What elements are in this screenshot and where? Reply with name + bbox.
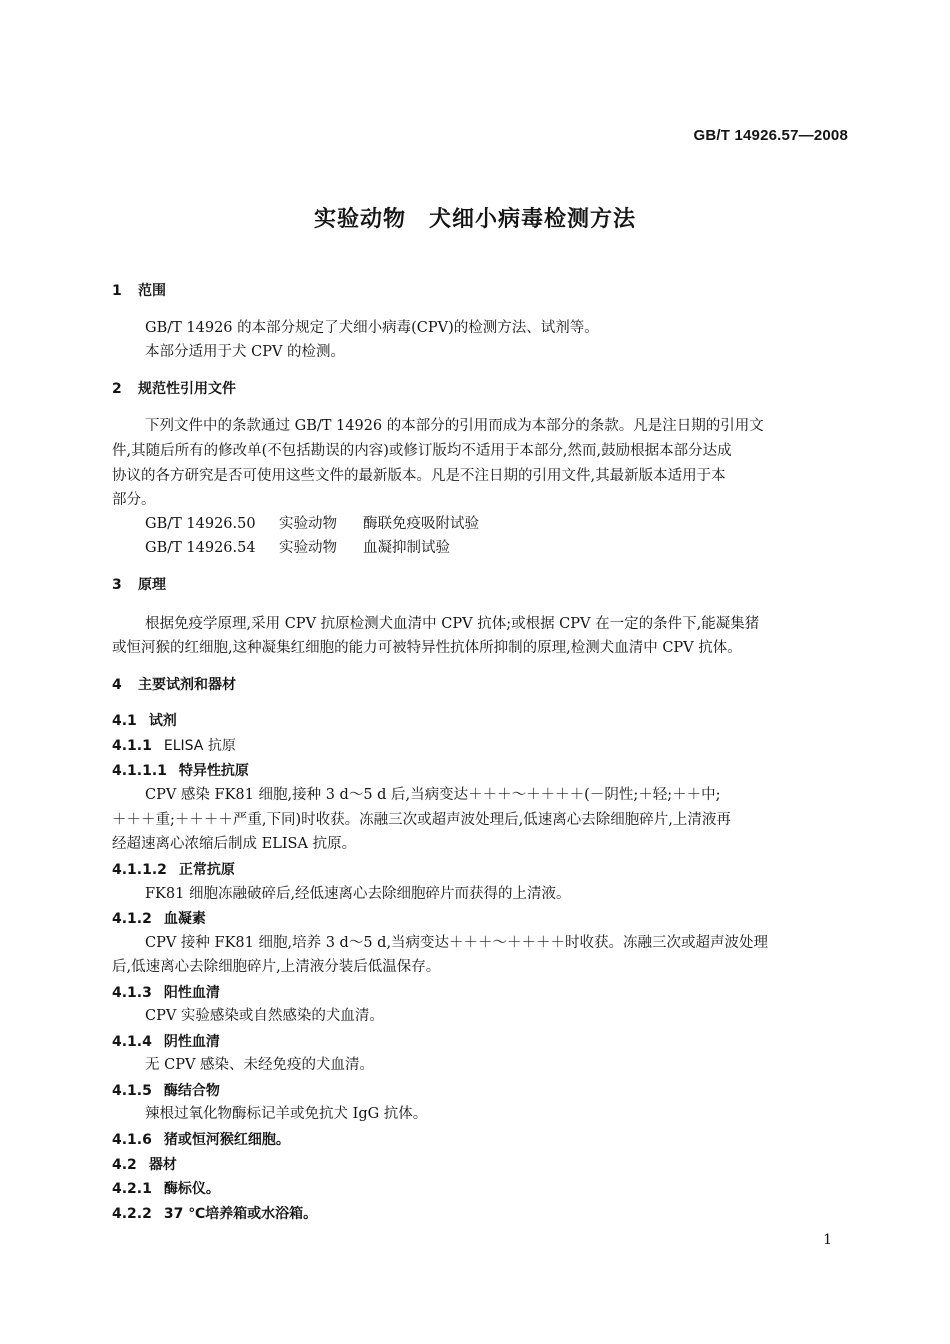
subsection-title: 器材 bbox=[148, 1157, 177, 1173]
section-1-heading bbox=[112, 280, 166, 300]
subsection-4-1-1-heading bbox=[112, 735, 236, 755]
subsection-number: 4.2.2 bbox=[112, 1206, 152, 1222]
section-number: 3 bbox=[112, 577, 122, 593]
standard-code: GB/T 14926.57—2008 bbox=[693, 127, 848, 144]
subsection-title: 阳性血清 bbox=[163, 985, 220, 1001]
subsection-title: 阴性血清 bbox=[163, 1034, 220, 1050]
subsection-4-1-heading bbox=[112, 710, 177, 730]
subsection-title: ELISA 抗原 bbox=[163, 738, 236, 754]
section-number: 2 bbox=[112, 381, 122, 397]
section-4-heading bbox=[112, 674, 236, 694]
subsection-number: 4.1 bbox=[112, 713, 137, 729]
paragraph-line: 经超速离心浓缩后制成 ELISA 抗原。 bbox=[112, 836, 357, 852]
subsection-4-1-5-heading bbox=[112, 1080, 220, 1100]
paragraph-line: ＋＋＋重;＋＋＋＋严重,下同)时收获。冻融三次或超声波处理后,低速离心去除细胞碎片,上清液再 bbox=[112, 812, 731, 828]
paragraph-line: 协议的各方研究是否可使用这些文件的最新版本。凡是不注日期的引用文件,其最新版本适用于本 bbox=[112, 468, 726, 484]
reference-title: 血凝抑制试验 bbox=[363, 540, 450, 556]
paragraph-line: 下列文件中的条款通过 GB/T 14926 的本部分的引用而成为本部分的条款。凡是注日期的引用文 bbox=[145, 418, 764, 434]
subsection-title: 酶结合物 bbox=[163, 1083, 220, 1099]
subsection-title: 37 ℃培养箱或水浴箱。 bbox=[163, 1206, 318, 1222]
subsection-4-1-6-heading bbox=[112, 1129, 290, 1149]
document-title: 实验动物 犬细小病毒检测方法 bbox=[313, 207, 636, 232]
reference-title: 酶联免疫吸附试验 bbox=[363, 516, 479, 532]
section-number: 1 bbox=[112, 283, 122, 299]
paragraph-line: 辣根过氧化物酶标记羊或免抗犬 IgG 抗体。 bbox=[145, 1106, 428, 1122]
paragraph-line: 本部分适用于犬 CPV 的检测。 bbox=[145, 344, 346, 360]
paragraph-line: GB/T 14926 的本部分规定了犬细小病毒(CPV)的检测方法、试剂等。 bbox=[145, 320, 599, 336]
subsection-title: 血凝素 bbox=[163, 911, 206, 927]
section-title: 规范性引用文件 bbox=[138, 381, 236, 397]
subsection-title: 特异性抗原 bbox=[178, 763, 249, 779]
subsection-4-1-3-heading bbox=[112, 982, 220, 1002]
subsection-number: 4.1.3 bbox=[112, 985, 152, 1001]
reference-item bbox=[145, 514, 479, 534]
subsection-title: 猪或恒河猴红细胞。 bbox=[163, 1132, 290, 1148]
section-number: 4 bbox=[112, 677, 122, 693]
section-2-heading bbox=[112, 378, 236, 398]
subsection-number: 4.1.1 bbox=[112, 738, 152, 754]
subsection-number: 4.1.5 bbox=[112, 1083, 152, 1099]
reference-series: 实验动物 bbox=[279, 516, 337, 532]
subsection-4-2-heading bbox=[112, 1154, 177, 1174]
paragraph-line: 部分。 bbox=[112, 492, 156, 508]
paragraph-line: FK81 细胞冻融破碎后,经低速离心去除细胞碎片而获得的上清液。 bbox=[145, 886, 571, 902]
paragraph-line: 无 CPV 感染、未经免疫的犬血清。 bbox=[145, 1057, 375, 1073]
page-number: 1 bbox=[823, 1232, 832, 1248]
subsection-title: 正常抗原 bbox=[178, 862, 235, 878]
subsection-number: 4.1.1.2 bbox=[112, 862, 167, 878]
paragraph-line: CPV 接种 FK81 细胞,培养 3 d～5 d,当病变达＋＋＋～＋＋＋＋时收获。冻融三次或超声波处理 bbox=[145, 935, 769, 951]
paragraph-line: 根据免疫学原理,采用 CPV 抗原检测犬血清中 CPV 抗体;或根据 CPV 在一定的条件下,能凝集猪 bbox=[145, 616, 760, 632]
subsection-4-1-1-1-heading bbox=[112, 760, 249, 780]
paragraph-line: CPV 感染 FK81 细胞,接种 3 d～5 d 后,当病变达＋＋＋～＋＋＋＋(－阴性;＋轻;＋＋中; bbox=[145, 787, 721, 803]
subsection-4-1-2-heading bbox=[112, 908, 206, 928]
subsection-number: 4.1.4 bbox=[112, 1034, 152, 1050]
reference-series: 实验动物 bbox=[279, 540, 337, 556]
subsection-number: 4.1.6 bbox=[112, 1132, 152, 1148]
subsection-4-2-1-heading bbox=[112, 1178, 220, 1198]
subsection-number: 4.1.1.1 bbox=[112, 763, 167, 779]
subsection-title: 酶标仪。 bbox=[163, 1181, 220, 1197]
section-title: 范围 bbox=[138, 283, 166, 299]
section-3-heading bbox=[112, 574, 166, 594]
paragraph-line: CPV 实验感染或自然感染的犬血清。 bbox=[145, 1008, 384, 1024]
subsection-4-2-2-heading bbox=[112, 1203, 317, 1223]
paragraph-line: 件,其随后所有的修改单(不包括勘误的内容)或修订版均不适用于本部分,然而,鼓励根据本部分达成 bbox=[112, 443, 732, 459]
subsection-4-1-4-heading bbox=[112, 1031, 220, 1051]
paragraph-line: 或恒河猴的红细胞,这种凝集红细胞的能力可被特异性抗体所抑制的原理,检测犬血清中 CPV 抗体。 bbox=[112, 640, 742, 656]
subsection-number: 4.2 bbox=[112, 1157, 137, 1173]
subsection-4-1-1-2-heading bbox=[112, 859, 235, 879]
paragraph-line: 后,低速离心去除细胞碎片,上清液分装后低温保存。 bbox=[112, 959, 441, 975]
reference-code: GB/T 14926.50 bbox=[145, 516, 256, 532]
subsection-number: 4.1.2 bbox=[112, 911, 152, 927]
section-title: 原理 bbox=[138, 577, 166, 593]
section-title: 主要试剂和器材 bbox=[138, 677, 236, 693]
subsection-number: 4.2.1 bbox=[112, 1181, 152, 1197]
subsection-title: 试剂 bbox=[148, 713, 177, 729]
reference-item bbox=[145, 538, 450, 558]
reference-code: GB/T 14926.54 bbox=[145, 540, 256, 556]
